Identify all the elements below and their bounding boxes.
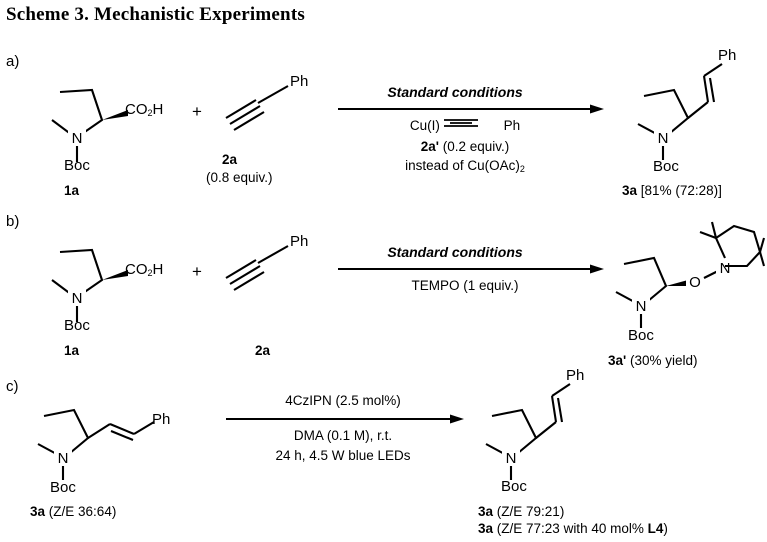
conditions-line3-panel-c: 24 h, 4.5 W blue LEDs (275, 448, 411, 463)
structure-3a-panel-c (30, 386, 190, 486)
label-boc-3a-prime-panel-b: Boc (628, 327, 654, 344)
structure-3a-panel-a (630, 56, 750, 166)
svg-text:N: N (657, 130, 669, 147)
label-name-3a-prime-panel-b: 3a' (30% yield) (608, 353, 698, 368)
label-ph-2a-panel-b: Ph (290, 233, 309, 250)
label-name-1a-panel-a: 1a (64, 183, 80, 198)
label-ph-3a-panel-a: Ph (718, 47, 737, 64)
structure-3a-prime-panel-b (612, 228, 767, 338)
label-boc-3a-panel-a: Boc (653, 158, 679, 175)
reaction-arrow-panel-c (226, 414, 466, 428)
structure-1a-panel-a (24, 76, 154, 166)
scheme-title: Scheme 3. Mechanistic Experiments (6, 4, 305, 25)
structure-1a-panel-b (24, 236, 154, 326)
plus-sign-panel-a: + (192, 102, 202, 121)
svg-text:N: N (719, 260, 731, 277)
label-ph-3a-product-panel-c: Ph (566, 367, 585, 384)
label-name-2a-panel-b: 2a (255, 343, 271, 358)
label-ph-3a-panel-c: Ph (152, 411, 171, 428)
svg-text:N: N (635, 298, 647, 315)
conditions-line1-panel-c: 4CzIPN (2.5 mol%) (285, 393, 401, 408)
svg-text:N: N (57, 450, 69, 467)
conditions-line3-panel-a: instead of $Cu(OAc)_2$ (405, 158, 525, 174)
plus-sign-panel-b: + (192, 262, 202, 281)
result-line-1-panel-c: 3a (Z/E 79:21) (478, 504, 565, 519)
label-name-3a-panel-a: 3a [81% (72:28)] (622, 183, 722, 198)
label-boc-3a-panel-c: Boc (50, 479, 76, 496)
svg-text:N: N (505, 450, 517, 467)
label-co2h-1a-panel-b: $CO_2H$ (125, 261, 164, 278)
conditions-line1-panel-a: Cu(I) Ph (409, 118, 521, 133)
label-co2h-1a-panel-a: $CO_2H$ (125, 101, 164, 118)
panel-label-a: a) (6, 53, 20, 70)
conditions-headline-panel-a: Standard conditions (387, 84, 523, 100)
conditions-headline-panel-b: Standard conditions (387, 244, 523, 260)
label-boc-3a-product-panel-c: Boc (501, 478, 527, 495)
structure-3a-product-panel-c (478, 376, 598, 486)
conditions-line1-panel-b: TEMPO (1 equiv.) (411, 278, 519, 293)
label-boc-1a-panel-b: Boc (64, 317, 90, 334)
label-name-2a-panel-a: 2a (222, 152, 238, 167)
panel-label-b: b) (6, 213, 20, 230)
svg-text:O: O (689, 274, 701, 291)
result-line-2-panel-c: 3a (Z/E 77:23 with 40 mol% L4) (478, 521, 668, 536)
reaction-arrow-panel-b (338, 264, 606, 278)
svg-text:N: N (71, 130, 83, 147)
conditions-line2-panel-a: 2a' (0.2 equiv.) (420, 139, 510, 154)
svg-text:N: N (71, 290, 83, 307)
label-equiv-2a-panel-a: (0.8 equiv.) (206, 170, 273, 185)
label-boc-1a-panel-a: Boc (64, 157, 90, 174)
label-name-3a-panel-c: 3a (Z/E 36:64) (30, 504, 117, 519)
label-ph-2a-panel-a: Ph (290, 73, 309, 90)
panel-label-c: c) (6, 378, 19, 395)
reaction-arrow-panel-a (338, 104, 606, 118)
conditions-line2-panel-c: DMA (0.1 M), r.t. (293, 428, 393, 443)
label-name-1a-panel-b: 1a (64, 343, 80, 358)
